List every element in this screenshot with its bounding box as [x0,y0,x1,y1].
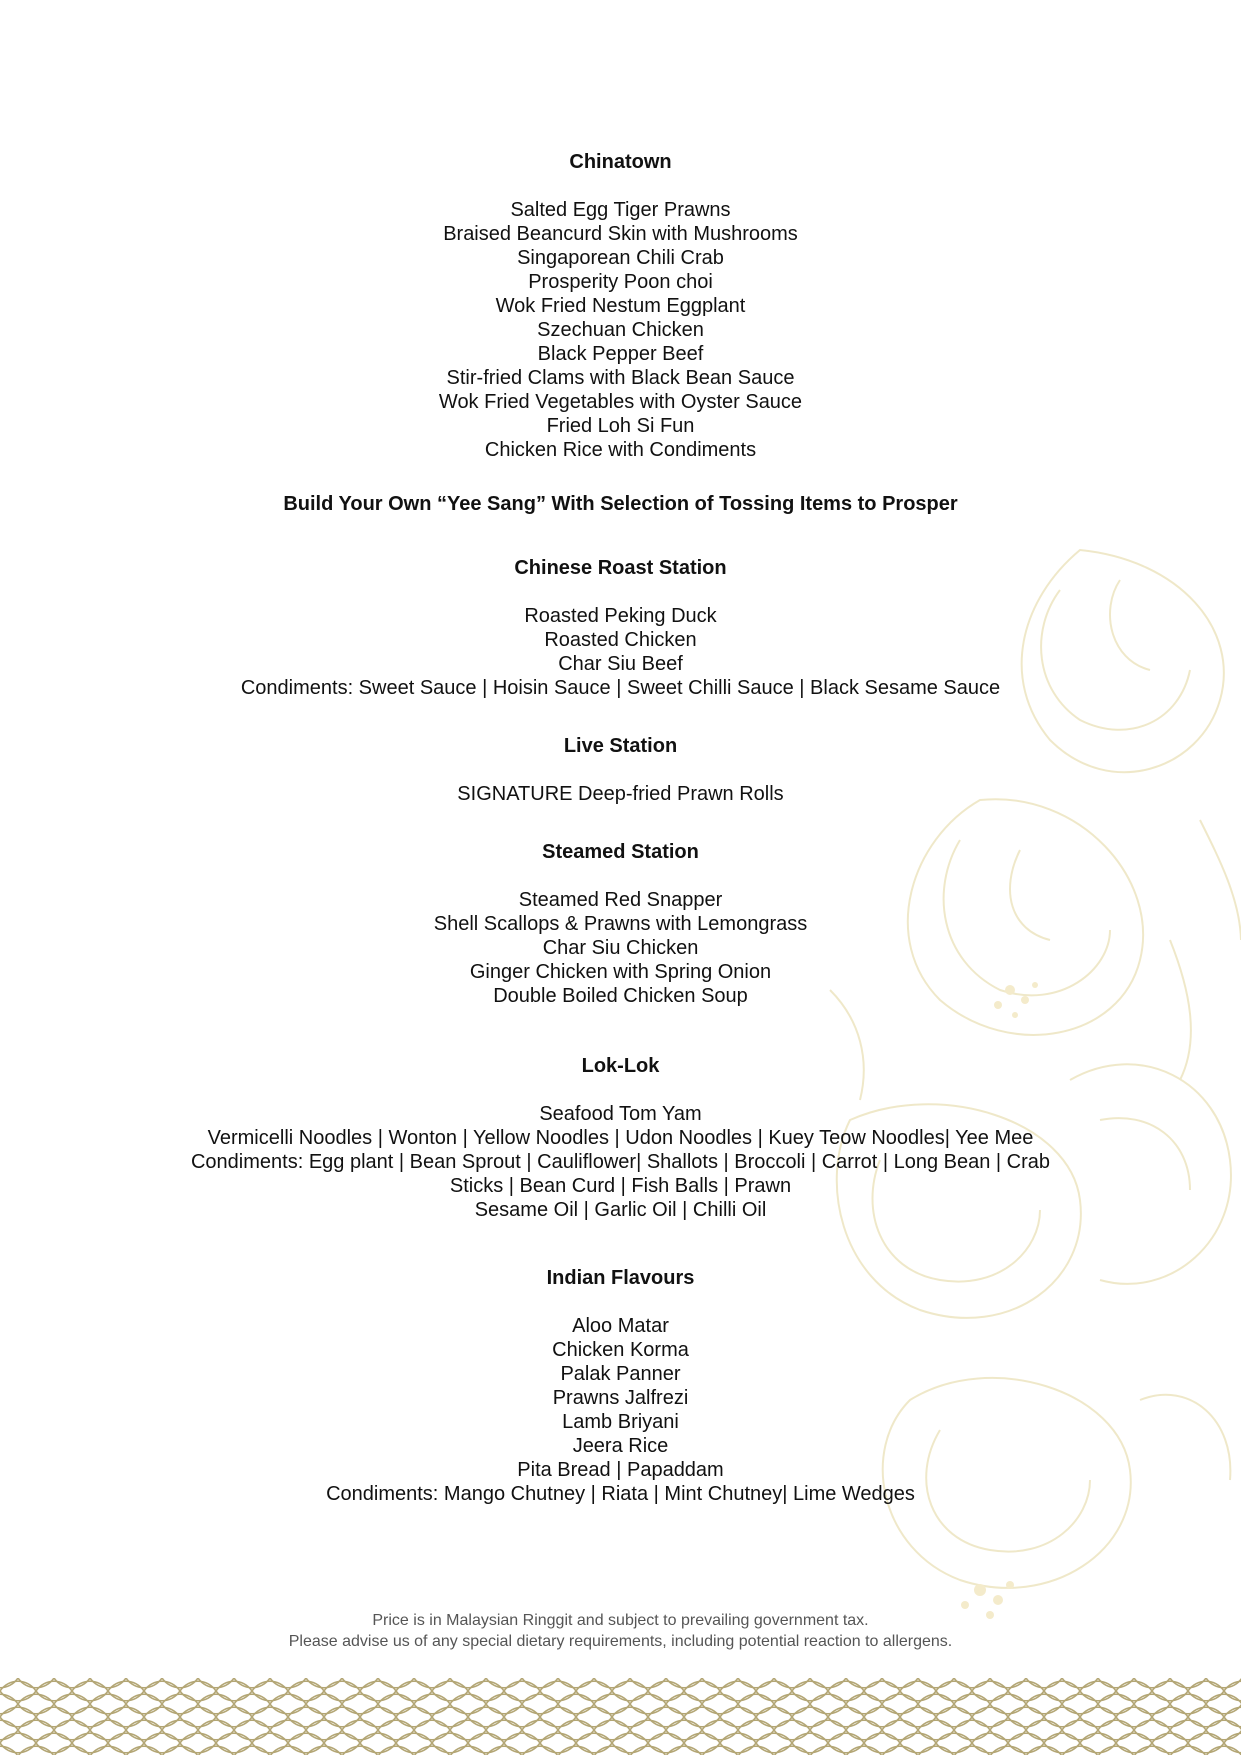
menu-item: Jeera Rice [572,1435,669,1457]
menu-item: Palak Panner [560,1363,681,1385]
menu-item: Roasted Peking Duck [524,605,717,627]
menu-item: Fried Loh Si Fun [546,415,695,437]
section-indian-flavours [0,1266,1241,1506]
menu-item: Roasted Chicken [544,629,697,651]
menu-item: Stir-fried Clams with Black Bean Sauce [446,367,795,389]
menu-item: Shell Scallops & Prawns with Lemongrass [433,913,808,935]
menu-item: Lamb Briyani [562,1411,679,1433]
menu-item: Ginger Chicken with Spring Onion [469,961,772,983]
section-live-station [0,734,1241,806]
menu-item: Wok Fried Nestum Eggplant [495,295,746,317]
section-heading: Indian Flavours [546,1267,695,1289]
section-heading: Chinatown [569,151,672,173]
section-heading: Build Your Own “Yee Sang” With Selection of Tossing Items to Prosper [283,493,958,515]
menu-item: Condiments: Egg plant | Bean Sprout | Cauliflower| Shallots | Broccoli | Carrot | Long Bean | Crab [190,1151,1051,1173]
section-heading: Lok-Lok [581,1055,660,1077]
menu-content [0,150,1241,1540]
menu-item: Braised Beancurd Skin with Mushrooms [443,223,798,245]
menu-item: Condiments: Mango Chutney | Riata | Mint Chutney| Lime Wedges [326,1483,915,1505]
menu-item: Seafood Tom Yam [539,1103,702,1125]
section-chinatown [0,150,1241,462]
section-chinese-roast [0,556,1241,700]
section-heading: Steamed Station [542,841,699,863]
menu-item: Char Siu Chicken [542,937,699,959]
menu-item: Salted Egg Tiger Prawns [510,199,731,221]
menu-item: Double Boiled Chicken Soup [493,985,748,1007]
item-list [0,1314,1241,1506]
section-steamed-station [0,840,1241,1008]
menu-item: Singaporean Chili Crab [517,247,724,269]
menu-item: Black Pepper Beef [537,343,704,365]
menu-item: Pita Bread | Papaddam [517,1459,724,1481]
menu-item: Sticks | Bean Curd | Fish Balls | Prawn [449,1175,792,1197]
menu-item: Chicken Korma [552,1339,689,1361]
decorative-border-pattern [0,1678,1241,1755]
item-list [0,1102,1241,1222]
menu-item: Chicken Rice with Condiments [484,439,757,461]
section-heading: Chinese Roast Station [514,557,727,579]
footer-price-note: Price is in Malaysian Ringgit and subject to prevailing government tax. [372,1612,869,1629]
menu-item: Char Siu Beef [558,653,683,675]
item-list [0,782,1241,806]
menu-item: Vermicelli Noodles | Wonton | Yellow Noodles | Udon Noodles | Kuey Teow Noodles| Yee Mee [207,1127,1034,1149]
menu-item: Steamed Red Snapper [518,889,723,911]
menu-item: Condiments: Sweet Sauce | Hoisin Sauce | Sweet Chilli Sauce | Black Sesame Sauce [240,677,1001,699]
item-list [0,888,1241,1008]
item-list [0,198,1241,462]
menu-item: Aloo Matar [572,1315,669,1337]
footer-note [0,1610,1241,1652]
menu-item: Szechuan Chicken [537,319,704,341]
section-lok-lok [0,1054,1241,1222]
menu-item: Sesame Oil | Garlic Oil | Chilli Oil [474,1199,767,1221]
menu-item: SIGNATURE Deep-fried Prawn Rolls [457,783,784,805]
footer-dietary-note: Please advise us of any special dietary requirements, including potential reaction to allergens. [288,1633,953,1650]
section-yee-sang [0,492,1241,516]
item-list [0,604,1241,700]
menu-item: Prosperity Poon choi [528,271,713,293]
menu-item: Prawns Jalfrezi [552,1387,689,1409]
menu-item: Wok Fried Vegetables with Oyster Sauce [438,391,803,413]
section-heading: Live Station [563,735,678,757]
